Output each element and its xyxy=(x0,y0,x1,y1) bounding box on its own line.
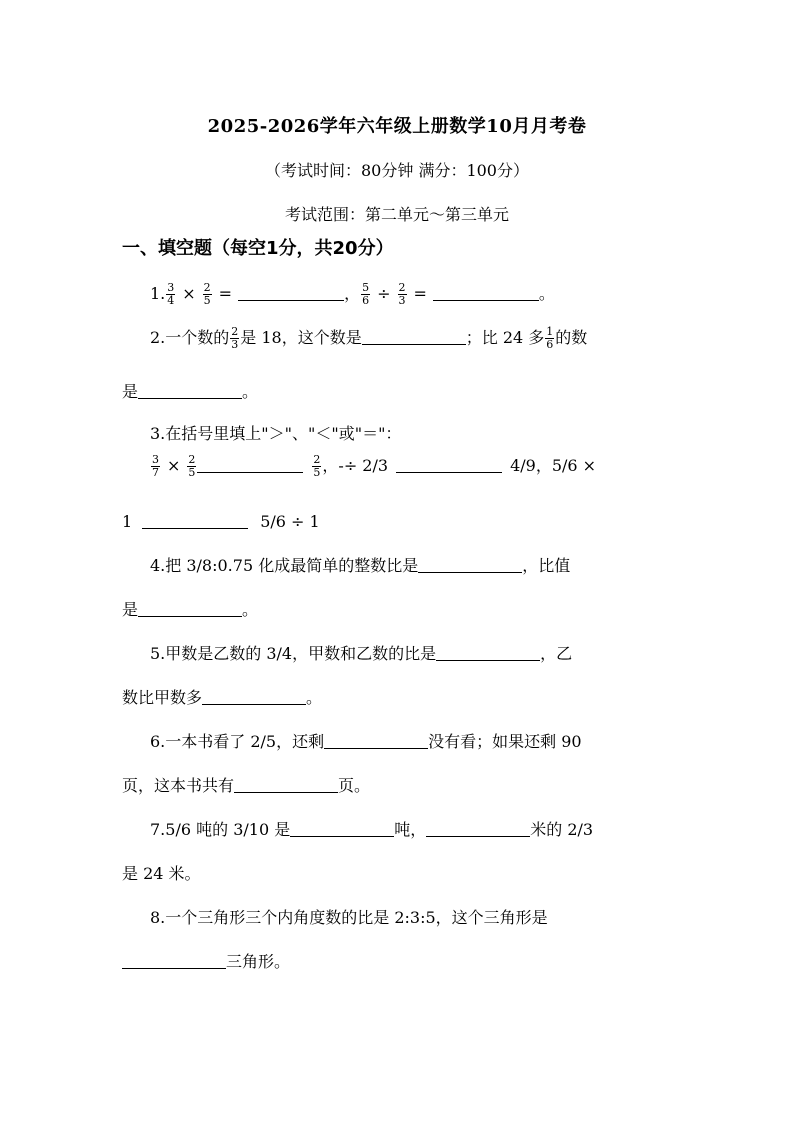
answer-blank[interactable] xyxy=(202,688,306,705)
question-7-cont xyxy=(122,862,201,886)
exam-subtitle: （考试时间：80分钟 满分：100分） xyxy=(265,161,529,180)
answer-blank[interactable] xyxy=(138,600,242,617)
q3-text: 1 xyxy=(122,512,133,531)
answer-blank[interactable] xyxy=(324,732,428,749)
q6-text: 6.一本书看了 2/5，还剩 xyxy=(150,732,325,751)
question-3-row xyxy=(150,454,596,479)
answer-blank[interactable] xyxy=(290,820,394,837)
q3-text: ，-÷ 2/3 xyxy=(322,456,389,475)
question-2 xyxy=(150,326,587,351)
answer-blank[interactable] xyxy=(138,382,242,399)
q2-text: 的数 xyxy=(555,328,588,347)
q6-text: 页。 xyxy=(338,776,371,795)
times-sign: × xyxy=(182,284,196,303)
q1-number: 1. xyxy=(150,284,166,303)
q8-text: 8.一个三角形三个内角度数的比是 2:3:5，这个三角形是 xyxy=(150,908,548,927)
answer-blank[interactable] xyxy=(197,456,303,473)
answer-blank[interactable] xyxy=(433,284,539,301)
question-2-cont xyxy=(122,380,258,404)
question-6-cont xyxy=(122,774,370,798)
fraction: $\frac{2}{3}$ xyxy=(231,325,239,351)
punct: 。 xyxy=(538,284,555,303)
q5-text: 5.甲数是乙数的 3/4，甲数和乙数的比是 xyxy=(150,644,437,663)
q4-text: 4.把 3/8:0.75 化成最简单的整数比是 xyxy=(150,556,419,575)
q7-text: 7.5/6 吨的 3/10 是 xyxy=(150,820,291,839)
q2-text: 2.一个数的 xyxy=(150,328,230,347)
answer-blank[interactable] xyxy=(234,776,338,793)
fraction: $\frac{2}{3}$ xyxy=(398,281,406,307)
punct: 。 xyxy=(242,382,259,401)
answer-blank[interactable] xyxy=(142,512,248,529)
q2-text: 是 xyxy=(122,382,139,401)
q3-text: 4/9，5/6 × xyxy=(510,456,597,475)
fraction: $\frac{2}{5}$ xyxy=(188,453,196,479)
times-sign: × xyxy=(167,456,181,475)
fraction: $\frac{3}{7}$ xyxy=(152,453,159,479)
question-4-cont xyxy=(122,598,258,622)
q5-text: ，乙 xyxy=(540,644,573,663)
q3-text: 3.在括号里填上"＞"、"＜"或"＝"： xyxy=(150,424,402,443)
question-5-cont xyxy=(122,686,322,710)
punct: 。 xyxy=(306,688,323,707)
q7-text: 吨， xyxy=(394,820,427,839)
q4-text: ，比值 xyxy=(522,556,571,575)
exam-title: 2025-2026学年六年级上册数学10月月考卷 xyxy=(207,116,587,137)
fraction: $\frac{5}{6}$ xyxy=(362,281,370,307)
equals-sign: = xyxy=(413,284,427,303)
q6-text: 没有看；如果还剩 90 xyxy=(428,732,582,751)
q8-text: 三角形。 xyxy=(226,952,291,971)
q3-text: 5/6 ÷ 1 xyxy=(260,512,320,531)
q6-text: 页，这本书共有 xyxy=(122,776,235,795)
answer-blank[interactable] xyxy=(396,456,502,473)
fraction: $\frac{2}{5}$ xyxy=(313,453,321,479)
question-3-cont xyxy=(122,510,320,534)
punct: ， xyxy=(344,284,361,303)
section-heading: 一、填空题（每空1分，共20分） xyxy=(122,238,394,259)
q5-text: 数比甲数多 xyxy=(122,688,203,707)
q7-text: 是 24 米。 xyxy=(122,864,201,883)
exam-scope: 考试范围：第二单元～第三单元 xyxy=(284,205,509,224)
question-3 xyxy=(150,422,401,446)
question-5 xyxy=(150,642,572,666)
fraction: $\frac{3}{4}$ xyxy=(167,281,175,307)
fraction: $\frac{2}{5}$ xyxy=(203,281,211,307)
answer-blank[interactable] xyxy=(426,820,530,837)
equals-sign: = xyxy=(218,284,233,303)
question-8-cont xyxy=(122,950,290,974)
question-4 xyxy=(150,554,570,578)
answer-blank[interactable] xyxy=(362,328,466,345)
q4-text: 是 xyxy=(122,600,139,619)
question-8 xyxy=(150,906,548,930)
answer-blank[interactable] xyxy=(418,556,522,573)
answer-blank[interactable] xyxy=(436,644,540,661)
question-7 xyxy=(150,818,593,842)
question-1 xyxy=(150,282,555,307)
q2-text: 是 18，这个数是 xyxy=(240,328,362,347)
question-6 xyxy=(150,730,582,754)
divide-sign: ÷ xyxy=(377,284,391,303)
fraction: $\frac{1}{6}$ xyxy=(546,325,554,351)
punct: 。 xyxy=(242,600,259,619)
answer-blank[interactable] xyxy=(238,284,344,301)
q7-text: 米的 2/3 xyxy=(530,820,594,839)
q2-text: ；比 24 多 xyxy=(465,328,545,347)
answer-blank[interactable] xyxy=(122,952,226,969)
